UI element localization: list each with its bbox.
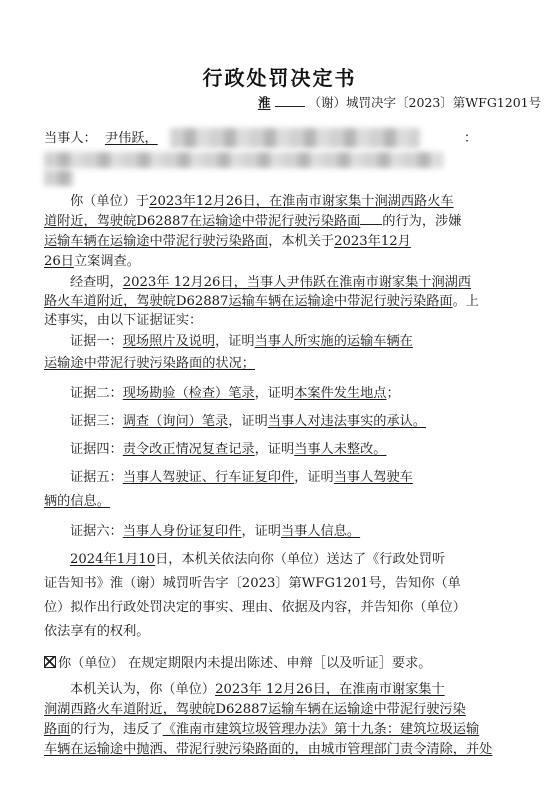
p5-violation: ，驾驶皖D62887运输车辆在运输途中带泥行驶污染 [162,702,466,717]
p3-date: 2024年1月 [70,552,139,567]
p4-text: 你（单位） 在规定期限内未提出陈述、申辩［以及听证］要求。 [58,656,432,671]
evidence-3 [44,414,539,430]
p4-line [44,656,539,672]
evidence-text: ，证明 [228,414,268,429]
evidence-5 [44,470,539,486]
evidence-text: ，证明 [215,334,255,349]
p3-text: 日，本机关依法向你（单位）送达了《行政处罚听 [155,552,446,567]
redacted-block [170,128,420,148]
p5-regulation: 《淮南市建筑垃圾管理办法》第十九条：建筑垃圾运输 [162,722,480,737]
p5-location: 涧湖西路火车道附近 [44,702,163,717]
evidence-text: ，证明 [294,470,334,485]
p2-line3: 述事实，由以下证据证实： [44,313,203,328]
p1-line2 [44,214,539,230]
evidence-2 [44,386,539,402]
p5-line2 [44,702,539,718]
p2-facts: 2023年 12月26日，当事人尹伟跃在淮南市谢家集十涧湖西 [122,275,471,290]
p2-text: 。上 [452,294,479,309]
doc-number-text: （谢）城罚决字〔2023〕第WFG1201号 [308,95,542,110]
p1-line4 [44,254,539,270]
evidence-item: 调查（询问）笔录 [122,414,229,429]
evidence-label: 证据二： [70,386,123,401]
evidence-item: 现场照片及说明 [122,334,216,349]
evidence-label: 证据一： [70,334,123,349]
evidence-5-cont [44,494,539,510]
p1-text: ，本机关于 [268,234,335,249]
evidence-proof: 本案件发生地点 [294,386,387,401]
evidence-proof: 当事人未整改。 [294,442,387,457]
evidence-item: 当事人驾驶证、行车证复印件 [122,470,295,485]
evidence-proof: 运输途中带泥行驶污染路面的状况； [44,356,255,371]
p1-violation: 道附近，驾驶皖D62887在运输途中带泥行驶污染路面 [44,214,361,229]
evidence-proof: 当事人驾驶车 [333,470,413,485]
p1-filing-date: 2023年12月 [334,234,411,249]
p3-line4: 依法享有的权利。 [44,624,150,639]
evidence-4 [44,442,539,458]
p2-line2 [44,294,539,310]
party-name: 尹伟跃， [104,131,158,146]
doc-number-prefix: 淮 [258,95,271,110]
checked-box-icon [44,656,56,668]
evidence-text: ，证明 [254,386,295,401]
evidence-item: 当事人身份证复印件 [122,524,242,539]
evidence-label: 证据六： [70,524,123,539]
p1-line1 [44,194,539,210]
p5-line3 [44,722,539,738]
document-title: 行政处罚决定书 [202,66,357,90]
p2-text: 经查明， [70,275,123,290]
evidence-proof: 当事人所实施的运输车辆在 [254,334,413,349]
p2-facts: 路火车道附近，驾驶皖D62887运输车辆在运输途中带泥行驶污染路面 [44,294,453,309]
p3-line2: 证告知书》淮（谢）城罚听告字〔2023〕第WFG1201号，告知你（单 [44,576,461,591]
evidence-label: 证据三： [70,414,123,429]
evidence-item: 现场勘验（检查）笔录 [122,386,255,401]
p1-text: 立案调查。 [73,254,140,269]
evidence-proof: 当事人信息。 [281,524,361,539]
p5-text: 的行为，违反了 [70,722,163,737]
p1-charge: 运输车辆在运输途中带泥行驶污染路面 [44,234,269,249]
p5-regulation: 车辆在运输途中抛洒、带泥行驶污染路面的，由城市管理部门责令清除，并处 [44,742,493,757]
p5-line4 [44,742,539,758]
p3-line1 [44,552,539,568]
p3-line3: 位）拟作出行政处罚决定的事实、理由、依据及内容，并告知你（单位） [44,600,466,615]
evidence-1 [44,334,539,350]
party-tail: ： [464,131,478,146]
p5-text: 本机关认为，你（单位） [70,682,216,697]
doc-number-blank [275,96,305,107]
p1-text: 的行为，涉嫌 [382,214,462,229]
p1-text: 你（单位）于 [70,194,150,209]
evidence-text: ； [386,386,400,401]
redacted-block [44,170,74,186]
redacted-block [44,152,444,168]
p1-blank [360,214,382,225]
evidence-text: ，证明 [254,442,295,457]
evidence-label: 证据五： [70,470,123,485]
p5-violation: 路面 [44,722,71,737]
evidence-proof: 辆的信息。 [44,494,110,509]
party-label: 当事人： [44,131,97,146]
p1-line3 [44,234,539,250]
document-number [258,93,541,111]
evidence-6 [44,524,539,540]
evidence-item: 责令改正情况复查记录 [122,442,255,457]
evidence-1-cont [44,356,539,372]
p5-date-location: 2023年 12月26日，在淮南市谢家集十 [215,682,445,697]
p2-line1 [44,275,539,291]
p1-filing-day: 26日 [44,254,74,269]
evidence-proof: 当事人对违法事实的承认。 [267,414,427,429]
evidence-label: 证据四： [70,442,123,457]
p3-day: 10 [138,552,156,567]
p1-date-location: 2023年12月26日，在淮南市谢家集十涧湖西路火车 [149,194,454,209]
p5-line1 [44,682,539,698]
evidence-text: ，证明 [241,524,281,539]
